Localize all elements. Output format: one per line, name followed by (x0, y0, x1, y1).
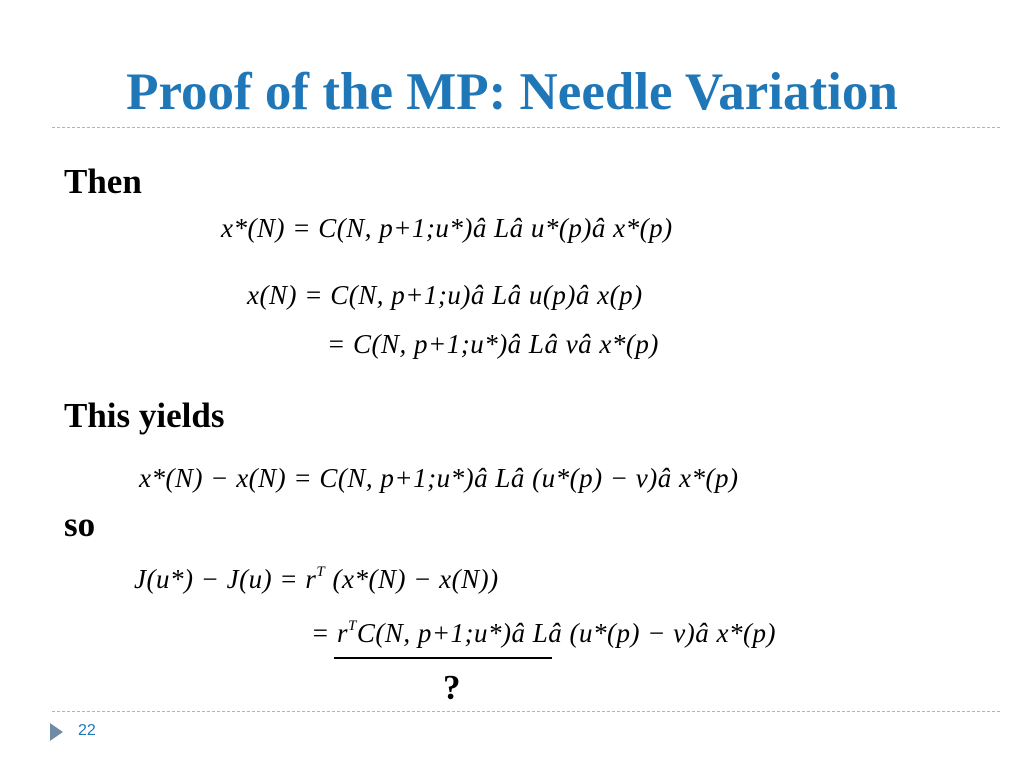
equation-6-left: = r (311, 618, 348, 648)
triangle-bullet-icon (50, 723, 63, 741)
label-then: Then (64, 162, 142, 201)
equation-5-left: J(u*) − J(u) = r (134, 564, 317, 594)
equation-2: x(N) = C(N, p+1;u)â Lâ u(p)â x(p) (247, 280, 643, 310)
footer-divider (52, 711, 1000, 712)
equation-6-right: C(N, p+1;u*)â Lâ (u*(p) − v)â x*(p) (356, 618, 776, 648)
equation-5 (134, 563, 499, 595)
underline-bar (334, 657, 552, 659)
equation-6-superscript: T (347, 618, 357, 634)
equation-5-right: (x*(N) − x(N)) (325, 564, 499, 594)
question-mark: ? (443, 668, 461, 707)
equation-5-superscript: T (316, 564, 326, 580)
label-this-yields: This yields (64, 396, 225, 435)
equation-4: x*(N) − x(N) = C(N, p+1;u*)â Lâ (u*(p) − v)â x*(p) (139, 463, 739, 493)
title-divider (52, 127, 1000, 128)
equation-1: x*(N) = C(N, p+1;u*)â Lâ u*(p)â x*(p) (221, 213, 673, 243)
page-number: 22 (78, 722, 96, 739)
equation-6 (311, 617, 776, 649)
slide-title: Proof of the MP: Needle Variation (126, 63, 898, 121)
equation-3: = C(N, p+1;u*)â Lâ vâ x*(p) (327, 329, 659, 359)
label-so: so (64, 505, 96, 544)
